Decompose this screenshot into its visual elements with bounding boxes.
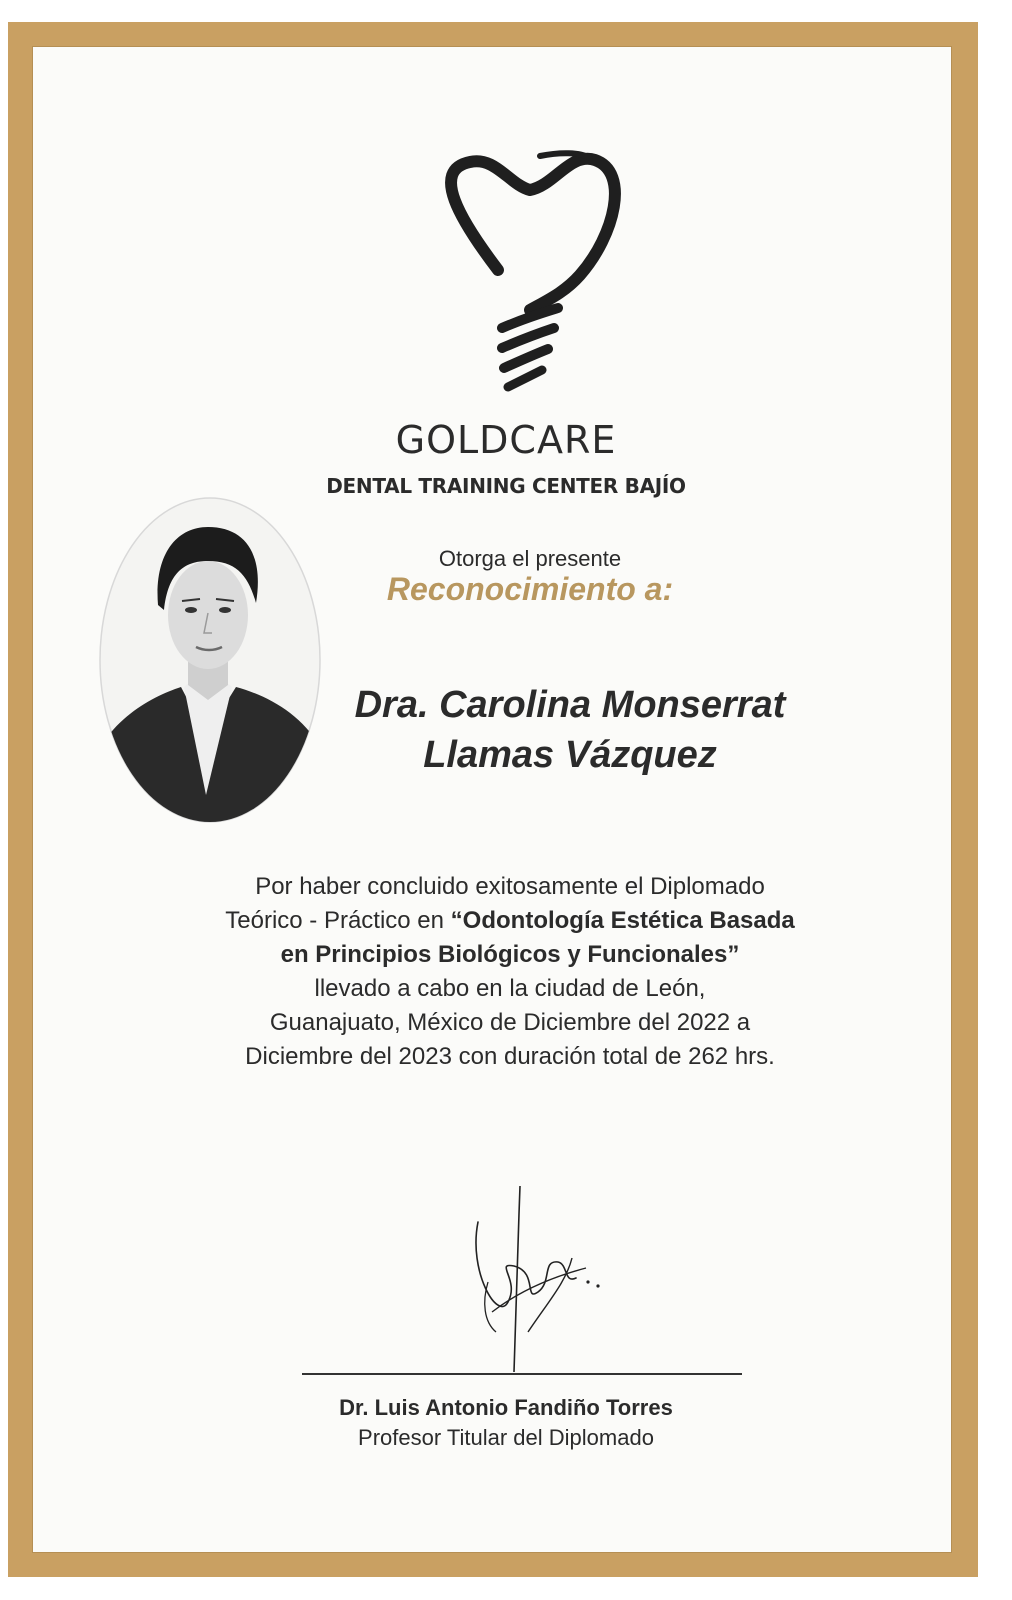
- recipient-photo: [96, 495, 324, 825]
- signer-title: Profesor Titular del Diplomado: [358, 1425, 654, 1450]
- brand-subtitle: DENTAL TRAINING CENTER BAJÍO: [326, 474, 686, 498]
- body-line-1: Por haber concluido exitosamente el Diplomado: [255, 873, 765, 900]
- body-line-2: [150, 904, 870, 938]
- recipient-name-line1: Dra. Carolina Monserrat: [354, 684, 786, 726]
- body-line-5: Guanajuato, México de Diciembre del 2022 a: [269, 1009, 751, 1036]
- recipient-name: [320, 680, 820, 780]
- body-line-6: Diciembre del 2023 con duración total de 262 hrs.: [245, 1043, 775, 1070]
- certificate-body: [150, 870, 870, 1074]
- body-line-4: llevado a cabo en la ciudad de León,: [314, 975, 706, 1002]
- signer-name: Dr. Luis Antonio Fandiño Torres: [339, 1395, 673, 1420]
- body-line-2-prefix: Teórico - Práctico en: [225, 907, 451, 934]
- body-line-3: [150, 938, 870, 972]
- handwritten-signature: [468, 1182, 608, 1382]
- signature-line: [302, 1373, 742, 1375]
- course-name-part-2: en Principios Biológicos y Funcionales”: [280, 941, 740, 968]
- recipient-name-line2: Llamas Vázquez: [423, 734, 717, 776]
- recognition-title: Reconocimiento a:: [386, 571, 674, 607]
- grant-line: Otorga el presente: [438, 546, 622, 571]
- course-name-part-1: “Odontología Estética Basada: [450, 907, 795, 934]
- brand-name: GOLDCARE: [395, 418, 617, 462]
- tooth-implant-icon: [430, 150, 630, 400]
